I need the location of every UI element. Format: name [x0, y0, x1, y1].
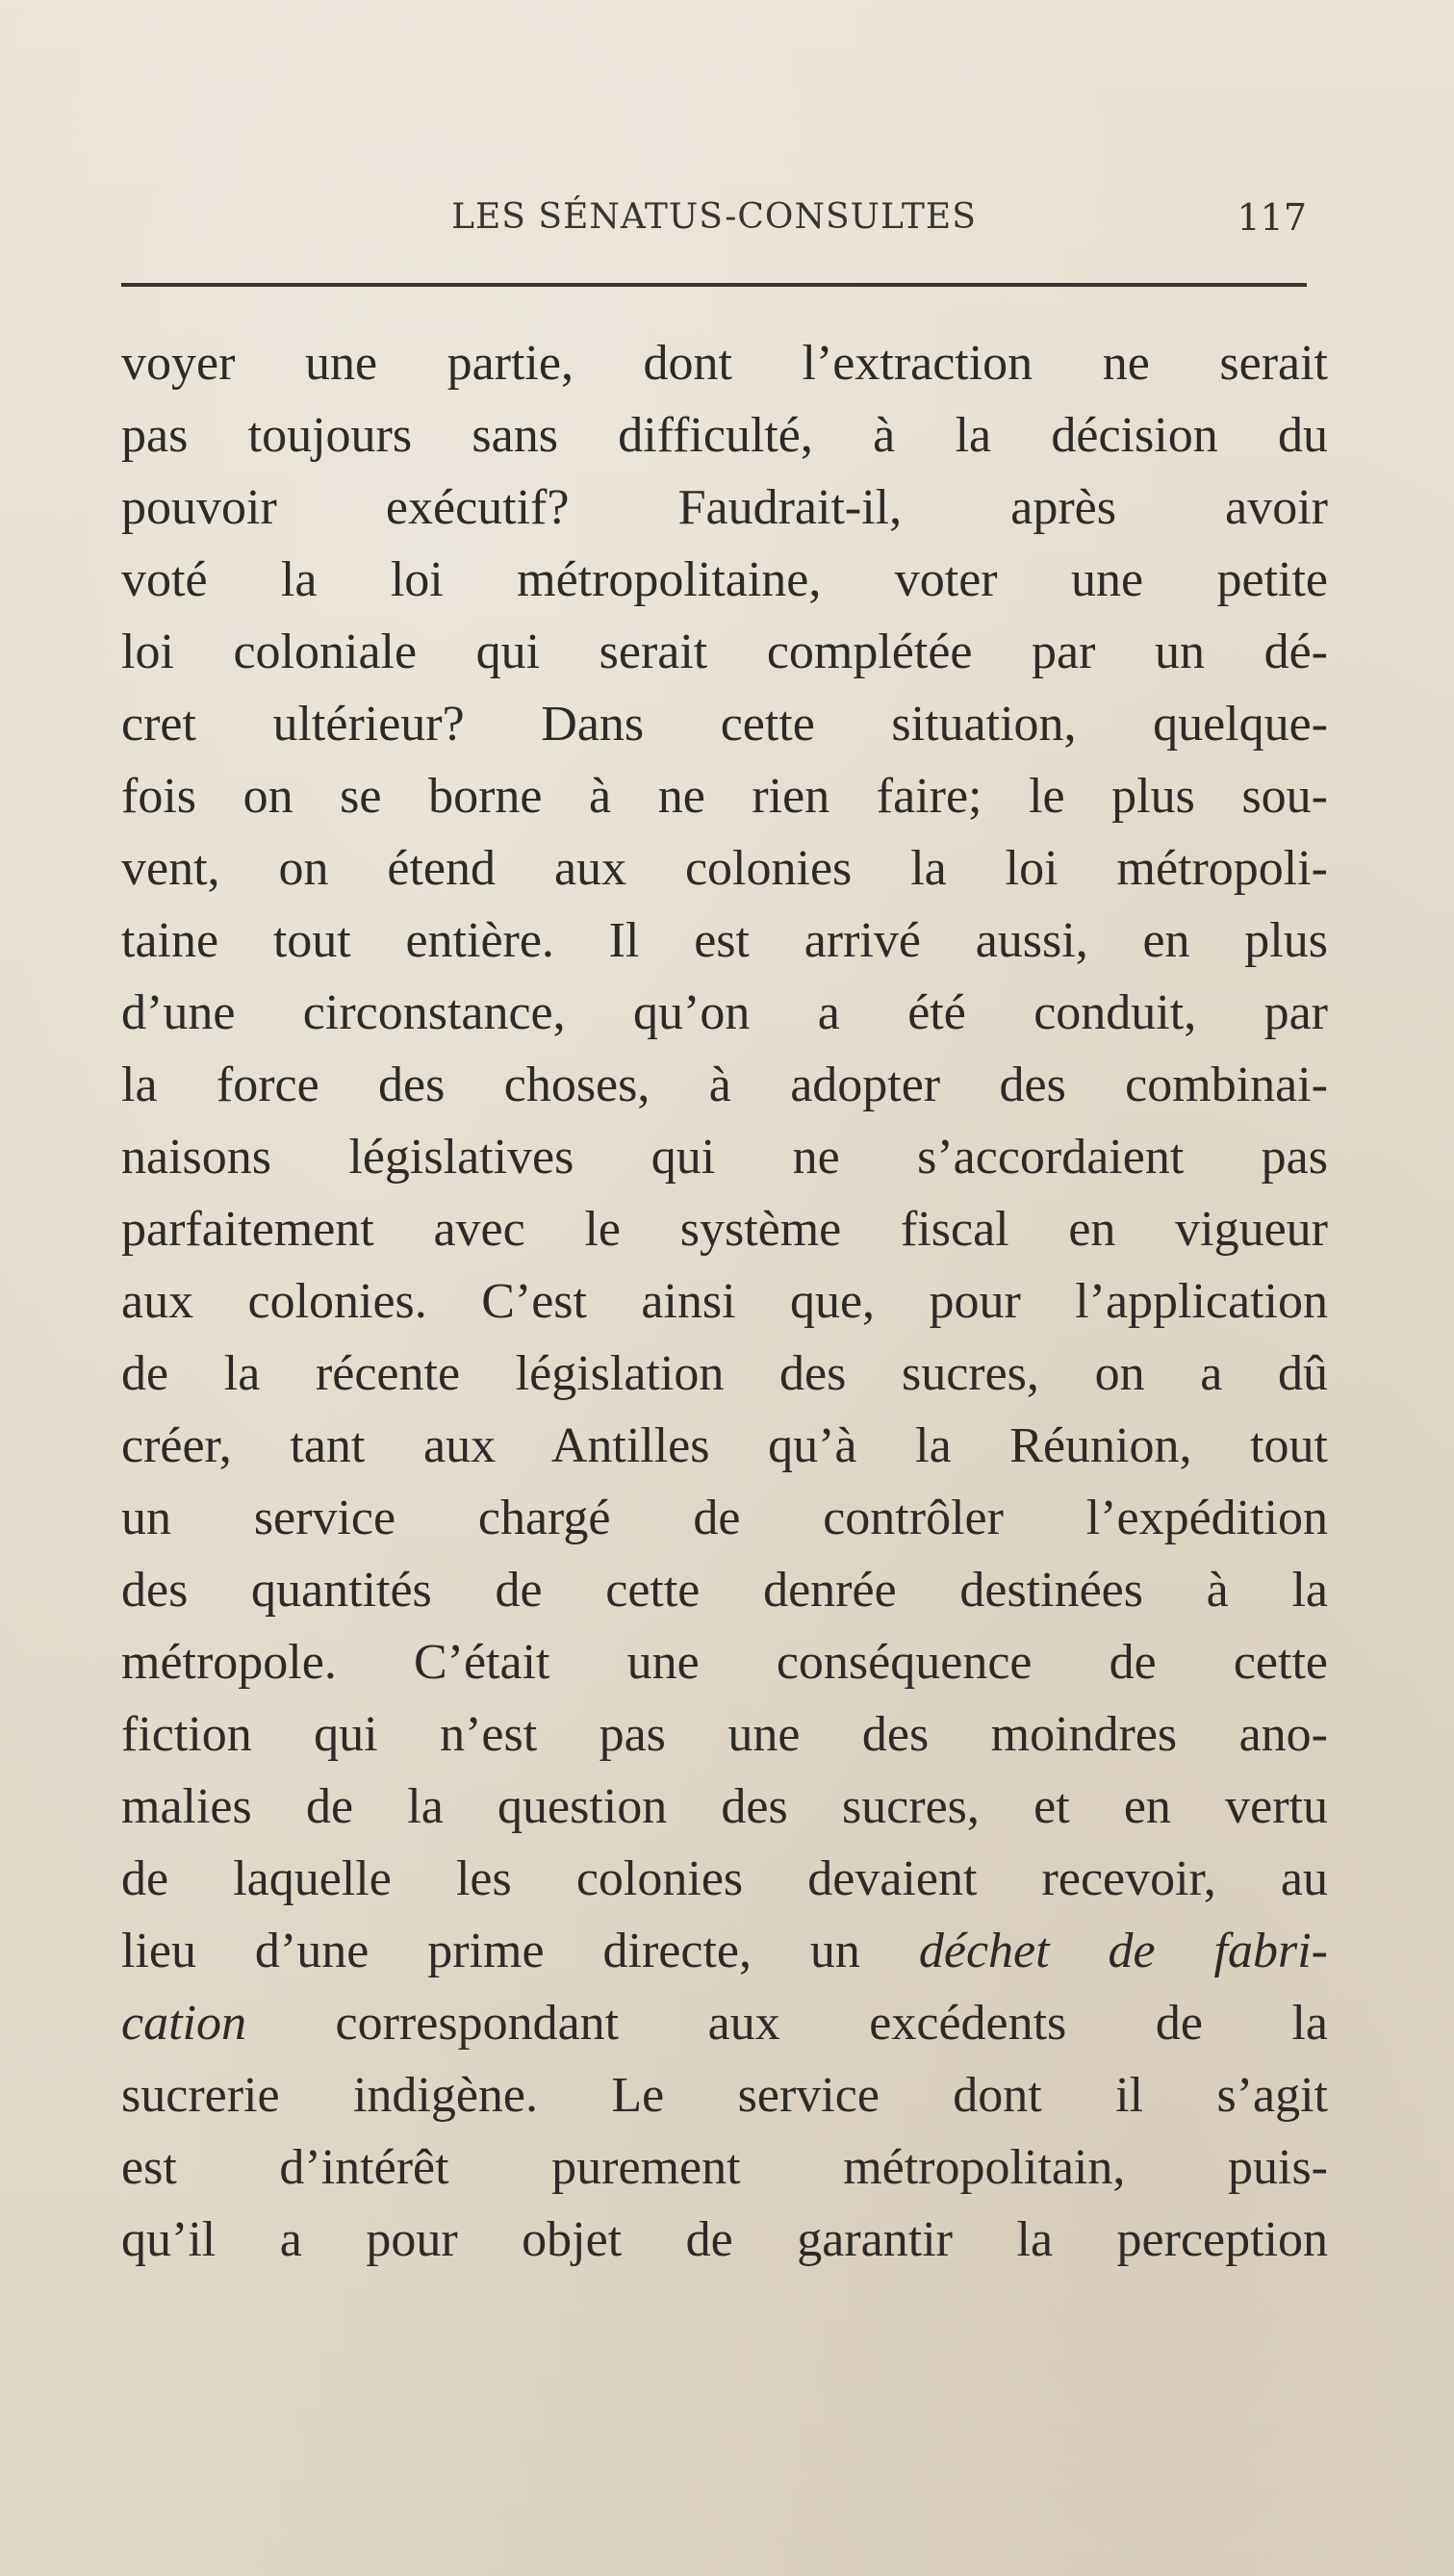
- text-line: des quantités de cette denrée destinées à la: [121, 1563, 1328, 1618]
- text-line: sucrerie indigène. Le service dont il s’agit: [121, 2068, 1328, 2123]
- text-line: est d’intérêt purement métropolitain, puis-: [121, 2140, 1328, 2195]
- text-line: pouvoir exécutif? Faudrait-il, après avoir: [121, 480, 1328, 535]
- text-line: pas toujours sans difficulté, à la décision du: [121, 408, 1328, 463]
- text-line: de la récente législation des sucres, on a dû: [121, 1346, 1328, 1401]
- text-line: créer, tant aux Antilles qu’à la Réunion, tout: [121, 1418, 1328, 1473]
- text-line: voyer une partie, dont l’extraction ne serait: [121, 336, 1328, 391]
- text-line: qu’il a pour objet de garantir la perception: [121, 2212, 1328, 2267]
- running-title: LES SÉNATUS-CONSULTES: [451, 197, 977, 237]
- text-line: voté la loi métropolitaine, voter une petite: [121, 552, 1328, 607]
- text-line: métropole. C’était une conséquence de cette: [121, 1635, 1328, 1690]
- text-segment: correspondant aux excédents de la: [245, 1996, 1328, 2051]
- text-line: naisons législatives qui ne s’accordaient pas: [121, 1130, 1328, 1185]
- text-line: taine tout entière. Il est arrivé aussi, en plus: [121, 913, 1328, 968]
- header-rule: [121, 283, 1307, 287]
- text-line-with-italic: [121, 1915, 1328, 1987]
- page-number: 117: [1237, 196, 1307, 239]
- text-line: parfaitement avec le système fiscal en vigueur: [121, 1202, 1328, 1257]
- text-line: la force des choses, à adopter des combinai-: [121, 1058, 1328, 1112]
- text-line: malies de la question des sucres, et en vertu: [121, 1779, 1328, 1834]
- text-line: vent, on étend aux colonies la loi métropoli-: [121, 841, 1328, 896]
- text-line: loi coloniale qui serait complétée par un dé-: [121, 625, 1328, 679]
- page-header: [121, 189, 1307, 246]
- text-line: d’une circonstance, qu’on a été conduit, par: [121, 985, 1328, 1040]
- text-line: fois on se borne à ne rien faire; le plus sou-: [121, 769, 1328, 824]
- text-line: aux colonies. C’est ainsi que, pour l’application: [121, 1274, 1328, 1329]
- italic-term: déchet de fabri-: [918, 1924, 1328, 1978]
- italic-term: cation: [121, 1996, 246, 2051]
- body-text: [121, 327, 1328, 2276]
- text-line: de laquelle les colonies devaient recevoir, au: [121, 1851, 1328, 1906]
- text-line: cret ultérieur? Dans cette situation, quelque-: [121, 697, 1328, 752]
- text-line: fiction qui n’est pas une des moindres ano-: [121, 1707, 1328, 1762]
- text-segment: lieu d’une prime directe, un: [121, 1924, 919, 1978]
- text-line: un service chargé de contrôler l’expédition: [121, 1491, 1328, 1545]
- text-line-with-italic: [121, 1987, 1328, 2059]
